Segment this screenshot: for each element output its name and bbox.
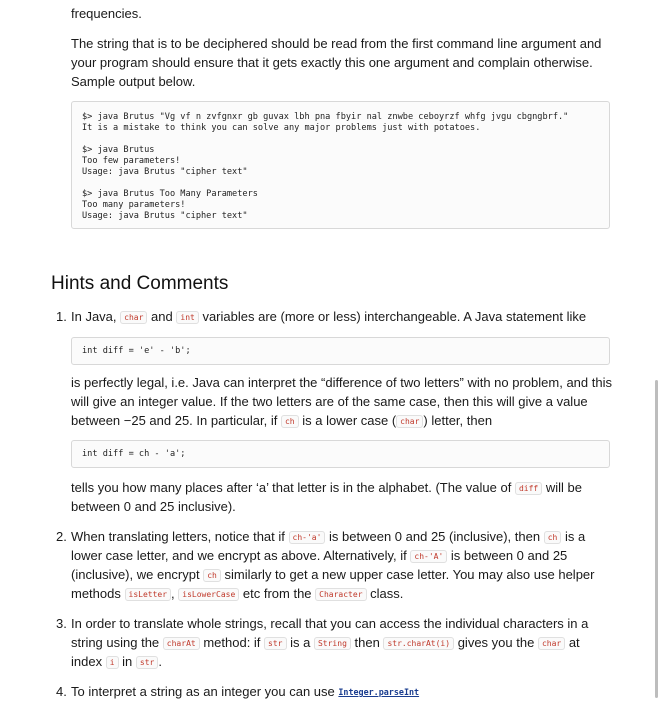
code-line: $> java Brutus "Vg vf n zvfgnxr gb guvax lbh pna fbyir nal znwbe ceboyrzf whfg jvgu cbgngbrf." <box>82 112 569 122</box>
vertical-scrollbar[interactable] <box>655 380 658 698</box>
inline-code: i <box>106 656 119 669</box>
inline-code: int <box>176 311 198 324</box>
inline-code: str.charAt(i) <box>383 637 454 650</box>
code-line: $> java Brutus <box>82 145 155 155</box>
hint-1-line-6: between 0 and 25 inclusive). <box>71 499 236 514</box>
intro-paragraph-line-3: Sample output below. <box>71 74 196 89</box>
code-line: It is a mistake to think you can solve any major problems just with potatoes. <box>82 123 481 133</box>
integer-parseint-link[interactable]: Integer.parseInt <box>338 687 420 697</box>
inline-code: String <box>314 637 351 650</box>
inline-code: ch <box>203 569 221 582</box>
list-number: 4. <box>56 684 67 699</box>
hint-4-line-1: To interpret a string as an integer you can use Integer.parseInt <box>71 684 420 699</box>
code-block-diff-letters: int diff = 'e' - 'b'; <box>71 337 610 365</box>
sample-output-code-block <box>71 101 610 229</box>
code-line: Too few parameters! <box>82 156 181 166</box>
list-number: 3. <box>56 616 67 631</box>
hint-3-line-3: index i in str . <box>71 654 162 669</box>
inline-code: ch <box>281 415 299 428</box>
inline-code: diff <box>515 482 542 495</box>
intro-paragraph-line-1: The string that is to be deciphered should be read from the first command line argument and <box>71 36 602 51</box>
inline-code: Character <box>315 588 366 601</box>
code-line: Usage: java Brutus "cipher text" <box>82 211 248 221</box>
hint-1-line-5: tells you how many places after ‘a’ that letter is in the alphabet. (The value of diff will be <box>71 480 582 495</box>
inline-code: str <box>264 637 286 650</box>
inline-code: ch <box>544 531 562 544</box>
inline-code: ch-'a' <box>289 531 326 544</box>
inline-code: isLowerCase <box>178 588 239 601</box>
hint-2-line-1: When translating letters, notice that if ch-'a' is between 0 and 25 (inclusive), then ch is a <box>71 529 586 544</box>
hint-2-line-4: methods isLetter , isLowerCase etc from the Character class. <box>71 586 404 601</box>
inline-code: str <box>136 656 158 669</box>
code-line: $> java Brutus Too Many Parameters <box>82 189 258 199</box>
hint-3-line-1: In order to translate whole strings, recall that you can access the individual characters in a <box>71 616 589 631</box>
hint-1-line-4: between −25 and 25. In particular, if ch is a lower case ( char ) letter, then <box>71 413 493 428</box>
inline-code: charAt <box>163 637 200 650</box>
code-line: Too many parameters! <box>82 200 186 210</box>
code-block-diff-ch: int diff = ch - 'a'; <box>71 440 610 468</box>
inline-code: ch-'A' <box>410 550 447 563</box>
section-heading-hints: Hints and Comments <box>51 273 229 294</box>
hint-2-line-2: lower case letter, and we encrypt as above. Alternatively, if ch-'A' is between 0 and 25 <box>71 548 568 563</box>
list-number: 2. <box>56 529 67 544</box>
hint-3-line-2: string using the charAt method: if str is a String then str.charAt(i) gives you the char at <box>71 635 580 650</box>
hint-2-line-3: (inclusive), we encrypt ch similarly to get a new upper case letter. You may also use helper <box>71 567 595 582</box>
code-line: Usage: java Brutus "cipher text" <box>82 167 248 177</box>
inline-code: char <box>120 311 147 324</box>
inline-code: char <box>396 415 423 428</box>
intro-paragraph-line-2: your program should ensure that it gets exactly this one argument and complain otherwise. <box>71 55 593 70</box>
inline-code: char <box>538 637 565 650</box>
hint-1-line-2: is perfectly legal, i.e. Java can interpret the “difference of two letters” with no problem, and this <box>71 375 612 390</box>
list-number: 1. <box>56 309 67 324</box>
hint-1-line-3: will give an integer value. If the two letters are of the same case, then this will give a value <box>71 394 588 409</box>
hint-1-line-1: In Java, char and int variables are (more or less) interchangeable. A Java statement like <box>71 309 587 324</box>
intro-frequencies: frequencies. <box>71 6 142 21</box>
inline-code: isLetter <box>125 588 172 601</box>
